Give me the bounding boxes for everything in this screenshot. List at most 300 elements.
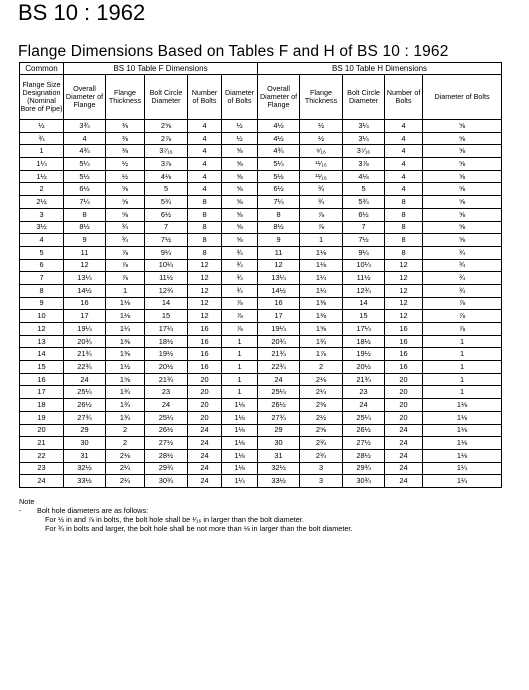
table-cell: 29 [258,424,300,437]
table-cell: 5 [20,246,64,259]
table-cell: 1⅛ [222,437,258,450]
table-cell: 15 [145,310,188,323]
table-cell: ⅝ [222,145,258,158]
table-cell: 1⅜ [300,297,343,310]
table-cell: 9 [20,297,64,310]
table-cell: 11 [258,246,300,259]
table-cell: ¾ [423,284,502,297]
table-cell: 21¾ [145,373,188,386]
table-cell: 17 [20,386,64,399]
table-cell: 24 [188,462,222,475]
table-cell: ⅞ [423,323,502,336]
table-cell: 1¼ [20,158,64,171]
table-cell: 6½ [258,183,300,196]
table-cell: 4½ [258,120,300,133]
note-dash: - [19,506,22,515]
table-cell: 1½ [20,170,64,183]
table-cell: ⅞ [222,310,258,323]
table-cell: ½ [106,170,145,183]
table-cell: 8 [385,221,423,234]
table-cell: ⅜ [106,145,145,158]
table-cell: 16 [20,373,64,386]
column-header: Flange Size Designation (Nominal Bore of Pipe) [20,75,64,120]
table-cell: ⅝ [222,196,258,209]
table-cell: 8 [385,208,423,221]
table-cell: 4 [188,183,222,196]
table-cell: 27½ [145,437,188,450]
table-cell: 1¾ [106,399,145,412]
column-header: Overall Diameter of Flange [64,75,106,120]
table-cell: 29 [64,424,106,437]
table-row [20,234,502,247]
table-cell: 26½ [145,424,188,437]
table-cell: 1½ [106,361,145,374]
table-cell: 4 [385,170,423,183]
table-cell: 29¾ [145,462,188,475]
table-cell: 1 [300,234,343,247]
table-cell: 20 [188,411,222,424]
table-cell: 1⅜ [106,348,145,361]
table-cell: 26½ [343,424,385,437]
table-cell: ⅝ [423,221,502,234]
table-cell: 1 [222,335,258,348]
table-cell: 3¼ [343,120,385,133]
column-header: Number of Bolts [385,75,423,120]
table-cell: 30 [64,437,106,450]
table-row [20,132,502,145]
table-body [20,120,502,488]
table-cell: ½ [222,132,258,145]
table-cell: ⅞ [300,208,343,221]
table-cell: 21¾ [343,373,385,386]
table-cell: 3¼ [343,132,385,145]
table-cell: 13 [20,335,64,348]
table-cell: 23 [343,386,385,399]
table-row [20,462,502,475]
table-cell: ⅝ [423,208,502,221]
table-cell: 24 [343,399,385,412]
table-cell: 4¾ [258,145,300,158]
group-header-row [20,63,502,75]
table-cell: 5¼ [258,158,300,171]
table-cell: 21 [20,437,64,450]
table-cell: ½ [106,158,145,171]
table-cell: 1 [222,361,258,374]
table-cell: 14 [145,297,188,310]
table-cell: 2 [106,437,145,450]
table-cell: 1⅞ [300,348,343,361]
table-row [20,297,502,310]
table-cell: 1¼ [423,475,502,488]
note-line-2: For ¾ in bolts and larger, the bolt hole shall be not more than ⅛ in larger than the bolt diameter. [45,524,353,533]
table-cell: 21¾ [64,348,106,361]
table-cell: 4½ [258,132,300,145]
table-cell: 3 [300,462,343,475]
table-row [20,246,502,259]
column-header: Diameter of Bolts [222,75,258,120]
table-cell: 6 [20,259,64,272]
table-cell: 16 [188,335,222,348]
table-cell: 31 [64,449,106,462]
table-cell: 8 [385,246,423,259]
table-cell: 20 [385,399,423,412]
table-cell: 8 [385,196,423,209]
table-cell: 24 [385,437,423,450]
table-cell: 30 [258,437,300,450]
table-cell: ¾ [20,132,64,145]
table-cell: ½ [222,120,258,133]
table-cell: ⅞ [222,297,258,310]
table-cell: 24 [188,424,222,437]
table-cell: 24 [385,462,423,475]
table-cell: ⅞ [106,259,145,272]
table-cell: 20 [188,373,222,386]
table-row [20,449,502,462]
table-cell: 1⅛ [423,399,502,412]
table-cell: 8 [64,208,106,221]
table-cell: 33½ [258,475,300,488]
table-cell: ⅜ [106,120,145,133]
table-cell: 2⅞ [145,132,188,145]
table-cell: 1⅛ [222,399,258,412]
table-cell: 24 [385,475,423,488]
table-cell: 17¼ [145,323,188,336]
table-cell: 12 [258,259,300,272]
table-cell: 25¼ [343,411,385,424]
table-cell: 9 [258,234,300,247]
table-cell: 2½ [300,411,343,424]
table-cell: 1¼ [222,475,258,488]
flange-dimensions-table [19,62,502,488]
table-cell: 28½ [343,449,385,462]
table-cell: 1⅜ [300,310,343,323]
table-cell: 4 [64,132,106,145]
table-cell: 2¾ [300,449,343,462]
table-cell: 24 [64,373,106,386]
table-cell: 33½ [64,475,106,488]
column-header: Overall Diameter of Flange [258,75,300,120]
table-cell: 20 [385,411,423,424]
table-cell: 6½ [145,208,188,221]
table-cell: ¹¹⁄₁₆ [300,158,343,171]
table-cell: 11½ [145,272,188,285]
table-cell: 21¾ [258,348,300,361]
table-cell: 7¼ [258,196,300,209]
table-cell: ⅝ [222,234,258,247]
table-row [20,183,502,196]
table-cell: 24 [385,424,423,437]
table-cell: 14½ [64,284,106,297]
table-cell: 3⅞ [145,158,188,171]
table-cell: 12¾ [145,284,188,297]
table-cell: 2 [300,361,343,374]
table-cell: 22¾ [64,361,106,374]
table-cell: ⅝ [423,158,502,171]
table-row [20,386,502,399]
table-cell: 16 [188,361,222,374]
table-cell: 16 [258,297,300,310]
table-cell: 1 [423,335,502,348]
table-cell: 1⅛ [106,310,145,323]
column-header: Flange Thickness [106,75,145,120]
table-cell: 3⁷⁄₁₆ [343,145,385,158]
table-cell: 1 [423,373,502,386]
table-row [20,424,502,437]
table-cell: 17 [64,310,106,323]
table-cell: 12 [385,272,423,285]
table-cell: 2⅛ [300,373,343,386]
table-row [20,259,502,272]
table-cell: 7 [343,221,385,234]
table-cell: 8½ [64,221,106,234]
table-cell: 13¼ [64,272,106,285]
table-cell: 24 [20,475,64,488]
table-cell: 12 [188,259,222,272]
table-cell: 1⅝ [300,323,343,336]
table-cell: 12 [385,310,423,323]
table-cell: 14 [20,348,64,361]
table-cell: 9 [64,234,106,247]
table-cell: 20¾ [258,335,300,348]
table-cell: 26½ [258,399,300,412]
table-cell: ¾ [222,259,258,272]
table-cell: 1⅛ [423,437,502,450]
table-cell: 2⅜ [300,399,343,412]
table-cell: 20 [385,386,423,399]
table-cell: 18½ [145,335,188,348]
table-cell: 3⁷⁄₁₆ [145,145,188,158]
table-cell: ⅞ [222,323,258,336]
table-cell: 8 [188,196,222,209]
table-cell: 5½ [258,170,300,183]
column-header: Flange Thickness [300,75,343,120]
table-cell: 14 [343,297,385,310]
table-cell: ⅞ [106,246,145,259]
table-cell: 23 [145,386,188,399]
table-cell: ¾ [106,221,145,234]
table-cell: ½ [300,132,343,145]
table-row [20,475,502,488]
table-cell: 29¾ [343,462,385,475]
table-row [20,284,502,297]
table-cell: ⅝ [106,208,145,221]
column-header: Diameter of Bolts [423,75,502,120]
table-cell: 2¼ [106,475,145,488]
table-cell: 5¼ [64,158,106,171]
table-cell: 24 [188,449,222,462]
table-cell: 12 [385,259,423,272]
table-cell: 16 [385,361,423,374]
table-cell: 5¾ [343,196,385,209]
table-cell: 1⅛ [300,259,343,272]
table-cell: 9¼ [145,246,188,259]
table-cell: 4 [188,132,222,145]
table-row [20,208,502,221]
table-cell: 5½ [64,170,106,183]
table-cell: 22 [20,449,64,462]
table-cell: ⅞ [106,272,145,285]
table-cell: ⅞ [423,310,502,323]
table-cell: 23 [20,462,64,475]
table-cell: 8 [188,208,222,221]
table-cell: 20 [188,399,222,412]
table-cell: ⅝ [222,170,258,183]
table-cell: 2¾ [300,437,343,450]
table-cell: 11½ [343,272,385,285]
table-cell: 2¼ [106,462,145,475]
table-cell: ¾ [222,284,258,297]
table-cell: 3 [20,208,64,221]
column-header-row [20,75,502,120]
table-cell: 12 [188,272,222,285]
table-cell: 2⅝ [300,424,343,437]
table-cell: 18 [20,399,64,412]
table-cell: 15 [20,361,64,374]
table-cell: 2¼ [300,386,343,399]
table-cell: 1⅜ [106,335,145,348]
table-row [20,411,502,424]
table-row [20,120,502,133]
table-cell: 1¾ [106,386,145,399]
table-cell: 10 [20,310,64,323]
table-cell: 1⅛ [222,424,258,437]
table-cell: 19½ [145,348,188,361]
table-cell: 24 [188,475,222,488]
table-cell: 20 [20,424,64,437]
table-cell: 16 [188,348,222,361]
table-cell: 12 [188,284,222,297]
table-cell: 12¾ [343,284,385,297]
table-cell: 4 [385,158,423,171]
table-cell: ⅝ [106,183,145,196]
table-cell: 32½ [64,462,106,475]
table-cell: 4 [188,158,222,171]
table-cell: 15 [343,310,385,323]
table-cell: 1⅛ [222,449,258,462]
table-cell: 2 [106,424,145,437]
table-cell: 16 [64,297,106,310]
table-cell: 12 [188,310,222,323]
table-cell: 1⅛ [222,462,258,475]
table-cell: 1 [423,386,502,399]
table-cell: 6½ [64,183,106,196]
table-row [20,221,502,234]
table-cell: 8 [20,284,64,297]
table-cell: ¾ [300,183,343,196]
column-header: Bolt Circle Diameter [145,75,188,120]
table-cell: 19¼ [258,323,300,336]
table-cell: 10¼ [343,259,385,272]
table-row [20,145,502,158]
table-cell: ¾ [423,246,502,259]
table-cell: 12 [64,259,106,272]
table-row [20,373,502,386]
table-cell: 1¾ [300,335,343,348]
table-cell: 1¼ [300,284,343,297]
table-cell: 3¾ [64,120,106,133]
table-cell: ⅝ [222,183,258,196]
table-cell: 1¼ [106,323,145,336]
table-cell: 4 [385,183,423,196]
table-row [20,310,502,323]
table-cell: 20 [188,386,222,399]
table-cell: 8 [188,221,222,234]
table-cell: 32½ [258,462,300,475]
table-cell: ⅝ [222,158,258,171]
table-cell: 4⅛ [343,170,385,183]
table-cell: 20¾ [64,335,106,348]
table-cell: 22¾ [258,361,300,374]
table-cell: 16 [385,323,423,336]
table-cell: ⅝ [423,234,502,247]
table-row [20,335,502,348]
table-cell: 28½ [145,449,188,462]
table-cell: 19½ [343,348,385,361]
table-cell: 7 [145,221,188,234]
table-cell: 5 [145,183,188,196]
table-cell: ½ [20,120,64,133]
table-cell: 27½ [343,437,385,450]
table-cell: 1 [222,348,258,361]
table-cell: ⁹⁄₁₆ [300,145,343,158]
table-cell: 1⅛ [222,411,258,424]
table-cell: 4¾ [64,145,106,158]
table-cell: 17¼ [343,323,385,336]
table-cell: ¾ [106,234,145,247]
table-row [20,158,502,171]
table-cell: 20½ [145,361,188,374]
group-header-table-h: BS 10 Table H Dimensions [258,63,502,75]
table-row [20,437,502,450]
table-cell: 4 [385,145,423,158]
table-cell: ¾ [300,196,343,209]
table-row [20,170,502,183]
table-cell: 5 [343,183,385,196]
table-cell: 12 [385,297,423,310]
table-cell: 26½ [64,399,106,412]
table-cell: 24 [145,399,188,412]
column-header: Bolt Circle Diameter [343,75,385,120]
table-cell: 1 [423,348,502,361]
table-cell: 8 [258,208,300,221]
page-title: BS 10 : 1962 [18,0,146,25]
table-cell: 3½ [20,221,64,234]
table-cell: ¾ [423,272,502,285]
table-row [20,399,502,412]
table-cell: 3 [300,475,343,488]
table-cell: 8 [188,234,222,247]
table-cell: 4 [385,120,423,133]
table-cell: ⅝ [423,183,502,196]
table-cell: 9¼ [343,246,385,259]
table-cell: 2⅝ [145,120,188,133]
table-cell: 1⅛ [300,246,343,259]
table-cell: 1¼ [300,272,343,285]
table-cell: 1 [222,386,258,399]
table-cell: 30¾ [343,475,385,488]
table-cell: ⅝ [222,221,258,234]
note-heading: Note [19,497,35,506]
table-cell: 4⅛ [145,170,188,183]
table-cell: 1 [106,284,145,297]
note-line-1: For ½ in and ⅞ in bolts, the bolt hole shall be ¹⁄₁₆ in larger than the bolt diameter. [45,515,304,524]
table-cell: 5¾ [145,196,188,209]
table-cell: 7½ [145,234,188,247]
table-cell: ½ [300,120,343,133]
table-cell: 31 [258,449,300,462]
table-cell: 1⅛ [423,424,502,437]
table-cell: 17 [258,310,300,323]
